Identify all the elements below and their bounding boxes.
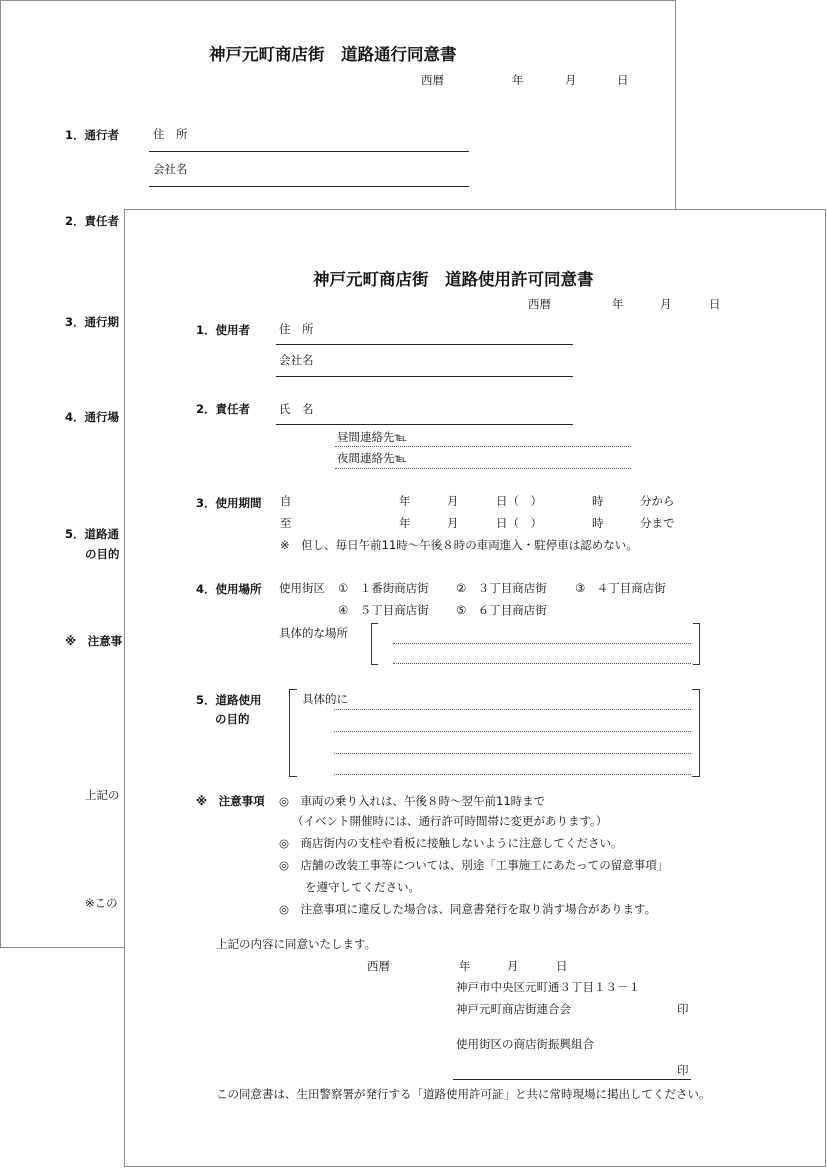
s4-specific-label: 具体的な場所 xyxy=(279,626,348,640)
s2-name-line xyxy=(276,424,573,425)
back-s3-label: 3．通行期 xyxy=(65,315,120,329)
s5-purpose-line-2 xyxy=(334,731,691,732)
assoc-name: 神戸元町商店街連合会 xyxy=(456,1002,571,1016)
front-date-day: 日 xyxy=(709,297,721,311)
s1-address-label: 住 所 xyxy=(279,322,314,336)
s1-address-line xyxy=(276,344,573,345)
back-footer-partial: ※この xyxy=(85,896,118,910)
s4-option-4: ④ ５丁目商店街 xyxy=(338,603,429,617)
s5-label-1: 5．道路使用 xyxy=(196,693,262,707)
front-date-month: 月 xyxy=(660,297,672,311)
back-date-year: 年 xyxy=(512,73,524,87)
s3-from-month: 月 xyxy=(447,494,459,508)
s3-from: 自 xyxy=(280,494,292,508)
sign-date-month: 月 xyxy=(507,959,519,973)
back-notes-label: ※ 注意事 xyxy=(65,634,123,648)
s3-to: 至 xyxy=(280,516,292,530)
s2-name-label: 氏 名 xyxy=(279,402,314,416)
s5-purpose-line-4 xyxy=(334,774,691,775)
s3-to-month: 月 xyxy=(447,516,459,530)
s4-option-1: ① １番街商店街 xyxy=(338,581,429,595)
footer-note: この同意書は、生田警察署が発行する「道路使用許可証」と共に常時現場に掲出してください。 xyxy=(216,1087,711,1101)
district-assoc: 使用街区の商店街振興組合 xyxy=(456,1037,594,1051)
note-3b: を遵守してください。 xyxy=(305,880,420,894)
s4-option-3: ③ ４丁目商店街 xyxy=(575,581,666,595)
s3-label: 3．使用期間 xyxy=(196,496,262,510)
back-s1-address: 住 所 xyxy=(153,127,188,141)
s4-location-line-1 xyxy=(393,643,691,644)
s4-bracket-left xyxy=(371,623,378,665)
s3-from-minute: 分から xyxy=(640,494,675,508)
notes-label: ※ 注意事項 xyxy=(196,794,265,808)
sign-date-day: 日 xyxy=(556,959,568,973)
note-1: ◎ 車両の乗り入れは、午後８時～翌午前11時まで xyxy=(279,794,546,808)
note-1b: （イベント開催時には、通行許可時間帯に変更があります。） xyxy=(292,814,608,828)
s5-bracket-left xyxy=(289,689,297,777)
front-page xyxy=(124,209,826,1167)
back-title: 神戸元町商店街 道路通行同意書 xyxy=(209,45,457,64)
s4-bracket-right xyxy=(693,623,700,665)
s1-company-line xyxy=(276,376,573,377)
s2-day-contact-line xyxy=(335,446,631,447)
s2-night-contact: 夜間連絡先℡ xyxy=(337,451,407,465)
back-s5-label-2: の目的 xyxy=(85,547,120,561)
back-date-day: 日 xyxy=(617,73,629,87)
s4-area-label: 使用街区 xyxy=(279,581,325,595)
s5-purpose-line-1 xyxy=(334,709,691,710)
back-s1-company: 会社名 xyxy=(153,162,188,176)
s3-to-hour: 時 xyxy=(592,516,604,530)
back-agree-partial: 上記の xyxy=(85,788,120,802)
back-s2-label: 2．責任者 xyxy=(65,214,120,228)
note-4: ◎ 注意事項に違反した場合は、同意書発行を取り消す場合があります。 xyxy=(279,902,657,916)
seal-2: 印 xyxy=(677,1063,689,1077)
back-s1-label: 1．通行者 xyxy=(65,128,120,142)
back-s4-label: 4．通行場 xyxy=(65,410,120,424)
s2-night-contact-line xyxy=(335,468,631,469)
s4-label: 4．使用場所 xyxy=(196,582,262,596)
s3-note: ※ 但し、毎日午前11時～午後８時の車両進入・駐停車は認めない。 xyxy=(280,538,638,552)
assoc-address: 神戸市中央区元町通３丁目１３－１ xyxy=(456,980,640,994)
back-date-month: 月 xyxy=(565,73,577,87)
s5-purpose-line-3 xyxy=(334,753,691,754)
s3-to-year: 年 xyxy=(399,516,411,530)
s1-company-label: 会社名 xyxy=(279,353,314,367)
note-2: ◎ 商店街内の支柱や看板に接触しないように注意してください。 xyxy=(279,836,623,850)
s3-from-hour: 時 xyxy=(592,494,604,508)
s4-option-2: ② ３丁目商店街 xyxy=(456,581,547,595)
signature-line xyxy=(453,1079,691,1080)
s2-label: 2．責任者 xyxy=(196,402,251,416)
front-title: 神戸元町商店街 道路使用許可同意書 xyxy=(313,270,594,289)
s1-label: 1．使用者 xyxy=(196,323,251,337)
seal-1: 印 xyxy=(677,1002,689,1016)
s3-from-year: 年 xyxy=(399,494,411,508)
s3-to-day: 日（ ） xyxy=(496,516,542,530)
back-date-era: 西暦 xyxy=(421,73,444,87)
agree-text: 上記の内容に同意いたします。 xyxy=(216,937,377,951)
s4-location-line-2 xyxy=(393,663,691,664)
back-company-line xyxy=(149,186,469,187)
back-address-line xyxy=(149,151,469,152)
s5-label-2: の目的 xyxy=(215,712,250,726)
front-date-era: 西暦 xyxy=(528,297,551,311)
s2-day-contact: 昼間連絡先℡ xyxy=(337,430,407,444)
sign-date-era: 西暦 xyxy=(367,959,390,973)
back-s5-label-1: 5．道路通 xyxy=(65,527,120,541)
sign-date-year: 年 xyxy=(459,959,471,973)
s5-specific-label: 具体的に xyxy=(302,692,348,706)
s5-bracket-right xyxy=(692,689,700,777)
s3-from-day: 日（ ） xyxy=(496,494,542,508)
s3-to-minute: 分まで xyxy=(640,516,675,530)
front-date-year: 年 xyxy=(612,297,624,311)
s4-option-5: ⑤ ６丁目商店街 xyxy=(456,603,547,617)
note-3: ◎ 店舗の改装工事等については、別途「工事施工にあたっての留意事項」 xyxy=(279,858,669,872)
